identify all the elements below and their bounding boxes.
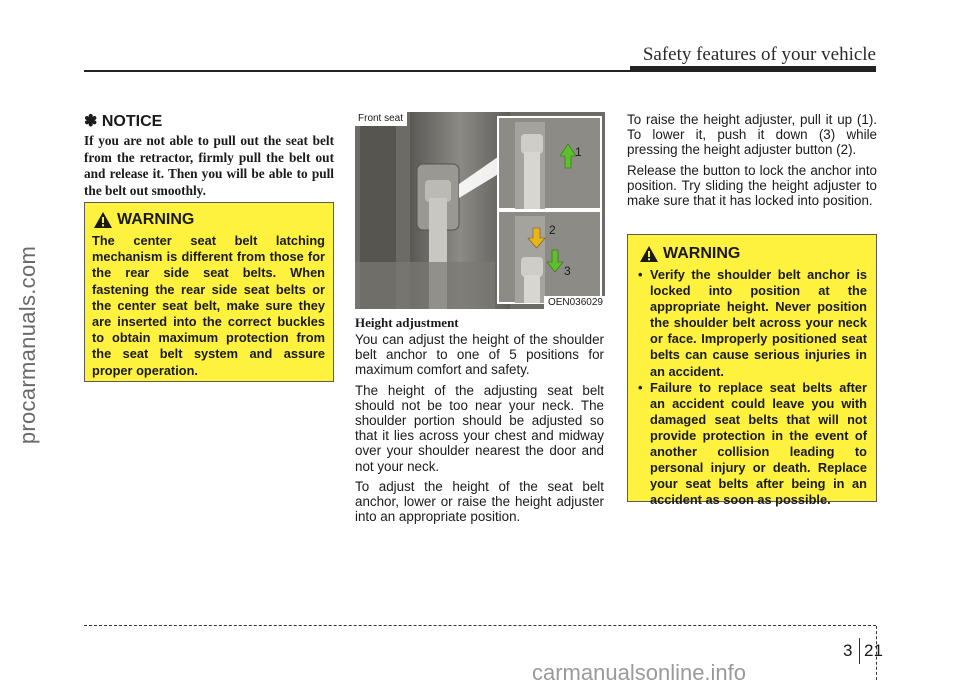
header-rule-accent: [630, 66, 876, 72]
warning-triangle-icon: [639, 245, 659, 263]
paragraph: Release the button to lock the anchor into position. Try sliding the height adjuster to make sure that it has locked into position.: [627, 162, 877, 209]
notice-symbol-icon: ✽: [84, 113, 98, 130]
seatbelt-illustration: [355, 112, 605, 309]
warning-item: • Failure to replace seat belts after an accident could leave you with damaged seat belts that will not provide protection in the event of another collision leading to personal injury or death. Replace your seat belts after being in an accident as soon as possible.: [636, 380, 867, 509]
page-header-title: Safety features of your vehicle: [642, 44, 876, 65]
warning-list: [636, 267, 867, 508]
height-adjustment-heading: Height adjustment: [355, 315, 459, 330]
page-number-divider: [859, 638, 860, 664]
adjuster-instructions: [627, 112, 877, 213]
warning-triangle-icon: [93, 211, 113, 229]
side-watermark: procarmanuals.com: [15, 245, 40, 445]
seatbelt-figure: [355, 112, 605, 309]
figure-code: OEN036029: [544, 296, 605, 309]
warning-box-right: [627, 234, 877, 508]
paragraph: To adjust the height of the seat belt anchor, lower or raise the height adjuster into an appropriate position.: [355, 478, 604, 525]
paragraph: You can adjust the height of the shoulder belt anchor to one of 5 positions for maximum comfort and safety.: [355, 332, 604, 378]
paragraph: To raise the height adjuster, pull it up (1). To lower it, push it down (3) while pressing the height adjuster button (2).: [627, 112, 877, 158]
warning-item: • Verify the shoulder belt anchor is locked into position at the appropriate height. Never position the shoulder belt across your neck or face. Improperly positioned seat belts can cause serious injuries in an accident.: [636, 267, 867, 380]
paragraph: The height of the adjusting seat belt should not be too near your neck. The shoulder portion should be adjusted so that it lies across your chest and midway over your shoulder nearest the door and not your neck.: [355, 382, 604, 474]
bottom-watermark: carmanualsonline.info: [532, 660, 747, 685]
height-adjustment-text: [355, 332, 604, 529]
chapter-number: 3: [843, 641, 853, 660]
callout-1: 1: [575, 145, 582, 159]
footer-rule: [84, 625, 876, 626]
notice-heading-label: NOTICE: [101, 113, 163, 130]
notice-heading: [84, 111, 162, 131]
warning-title-left: [93, 211, 325, 229]
figure-label: Front seat: [355, 112, 407, 126]
notice-body: If you are not able to pull out the seat belt from the retractor, firmly pull the belt out and release it. Then you will be able to pull the belt out smoothly.: [84, 133, 334, 198]
warning-box-left: [84, 202, 334, 382]
callout-3: 3: [564, 264, 571, 278]
page-number: 21: [864, 641, 883, 660]
warning-text-left: The center seat belt latching mechanism is different from those for the rear side seat belts. When fastening the rear side seat belts or the center seat belt, make sure they are inserted into the correct buckles to obtain maximum protection from the seat belt system and assure proper operation.: [92, 233, 325, 378]
warning-title-right: [639, 245, 867, 263]
warning-title-text: WARNING: [663, 245, 741, 262]
warning-title-text: WARNING: [117, 211, 195, 228]
callout-2: 2: [549, 223, 556, 237]
